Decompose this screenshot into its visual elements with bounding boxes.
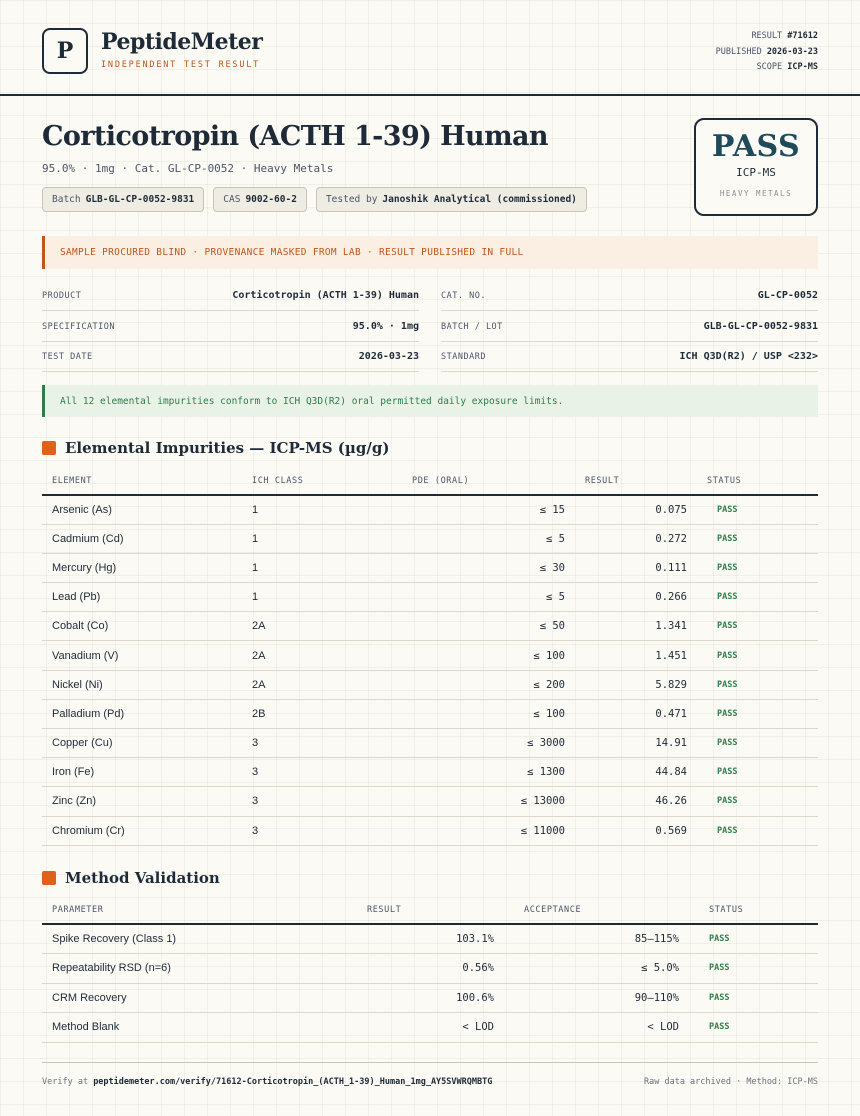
status-badge: PASS (689, 1013, 818, 1043)
element-cell: Vanadium (V) (42, 641, 242, 670)
meta-published (716, 45, 818, 61)
verify-link[interactable]: peptidemeter.com/verify/71612-Corticotropin_(ACTH_1-39)_Human_1mg_AY5SVWRQMBTG (93, 1077, 493, 1087)
result-cell: 1.451 (575, 641, 697, 670)
parameter-cell: Repeatability RSD (n=6) (42, 954, 292, 984)
product-title: Corticotropin (ACTH 1-39) Human (42, 121, 548, 152)
meta-result-value: #71612 (787, 31, 818, 41)
info-value: ICH Q3D(R2) / USP <232> (679, 351, 818, 362)
element-cell: Iron (Fe) (42, 758, 242, 787)
element-cell: Palladium (Pd) (42, 699, 242, 728)
element-cell: Copper (Cu) (42, 729, 242, 758)
footer (42, 1062, 818, 1087)
table-row (42, 641, 818, 670)
status-badge: PASS (697, 699, 818, 728)
status-badge: PASS (697, 758, 818, 787)
col-status: STATUS (697, 467, 818, 495)
element-cell: Chromium (Cr) (42, 816, 242, 845)
info-label: PRODUCT (42, 290, 82, 301)
archive-note: Raw data archived · Method: ICP-MS (644, 1077, 818, 1087)
cas-pill (213, 187, 307, 212)
acceptance-cell: 85–115% (504, 924, 689, 954)
info-value: 95.0% · 1mg (352, 321, 419, 332)
table-row (42, 553, 818, 582)
provenance-notice: SAMPLE PROCURED BLIND · PROVENANCE MASKED FROM LAB · RESULT PUBLISHED IN FULL (42, 236, 818, 269)
logo (42, 28, 88, 74)
pde-cell: ≤ 30 (402, 553, 575, 582)
logo-letter: P (56, 38, 74, 64)
result-cell: 0.56% (292, 954, 504, 984)
impurities-heading (42, 439, 389, 457)
col-element: ELEMENT (42, 467, 242, 495)
meta-published-label: PUBLISHED (715, 46, 762, 57)
class-cell: 3 (242, 816, 402, 845)
info-catno (441, 281, 818, 311)
status-badge: PASS (697, 641, 818, 670)
pde-cell: ≤ 15 (402, 495, 575, 524)
table-row (42, 699, 818, 728)
class-cell: 2A (242, 670, 402, 699)
table-row (42, 583, 818, 612)
col-status: STATUS (689, 896, 818, 924)
table-row (42, 1013, 818, 1043)
status-badge: PASS (689, 924, 818, 954)
pde-cell: ≤ 1300 (402, 758, 575, 787)
result-cell: 103.1% (292, 924, 504, 954)
result-cell: 100.6% (292, 983, 504, 1013)
info-product (42, 281, 419, 311)
class-cell: 3 (242, 729, 402, 758)
element-cell: Cobalt (Co) (42, 612, 242, 641)
batch-pill-value: GLB-GL-CP-0052-9831 (85, 194, 195, 205)
result-cell: 0.266 (575, 583, 697, 612)
brand-tagline: INDEPENDENT TEST RESULT (101, 60, 261, 70)
pde-cell: ≤ 5 (402, 524, 575, 553)
pde-cell: ≤ 100 (402, 641, 575, 670)
status-badge: PASS (689, 954, 818, 984)
class-cell: 1 (242, 583, 402, 612)
info-label: STANDARD (441, 351, 486, 362)
acceptance-cell: ≤ 5.0% (504, 954, 689, 984)
pde-cell: ≤ 11000 (402, 816, 575, 845)
verify-line (42, 1077, 492, 1087)
acceptance-cell: 90–110% (504, 983, 689, 1013)
stamp-scope: HEAVY METALS (719, 189, 793, 198)
pde-cell: ≤ 200 (402, 670, 575, 699)
table-row (42, 495, 818, 524)
brand-name: PeptideMeter (101, 29, 263, 55)
result-cell: 1.341 (575, 612, 697, 641)
info-value: GL-CP-0052 (757, 290, 818, 301)
info-specification (42, 312, 419, 342)
table-row (42, 729, 818, 758)
info-standard (441, 342, 818, 372)
pde-cell: ≤ 50 (402, 612, 575, 641)
element-cell: Cadmium (Cd) (42, 524, 242, 553)
element-cell: Lead (Pb) (42, 583, 242, 612)
result-cell: 0.569 (575, 816, 697, 845)
info-value: 2026-03-23 (358, 351, 419, 362)
col-result: RESULT (292, 896, 504, 924)
info-value: GLB-GL-CP-0052-9831 (703, 321, 818, 332)
result-cell: 46.26 (575, 787, 697, 816)
meta-published-value: 2026-03-23 (766, 46, 818, 57)
result-cell: 0.075 (575, 495, 697, 524)
meta-result-label: RESULT (751, 31, 783, 41)
status-badge: PASS (697, 495, 818, 524)
result-cell: < LOD (292, 1013, 504, 1043)
result-cell: 0.111 (575, 553, 697, 582)
pde-cell: ≤ 13000 (402, 787, 575, 816)
col-acceptance: ACCEPTANCE (504, 896, 689, 924)
result-cell: 44.84 (575, 758, 697, 787)
product-subtitle: 95.0% · 1mg · Cat. GL-CP-0052 · Heavy Metals (42, 162, 334, 175)
tested-by-label: Tested by (325, 194, 378, 205)
info-test-date (42, 342, 419, 372)
meta-scope-value: ICP-MS (787, 62, 818, 72)
table-row (42, 670, 818, 699)
validation-heading (42, 869, 220, 887)
tested-by-pill (316, 187, 587, 212)
class-cell: 1 (242, 495, 402, 524)
section-title: Method Validation (65, 869, 220, 887)
status-badge: PASS (697, 670, 818, 699)
report-header (0, 0, 860, 96)
col-parameter: PARAMETER (42, 896, 292, 924)
result-cell: 14.91 (575, 729, 697, 758)
validation-table (42, 896, 818, 1043)
status-badge: PASS (697, 583, 818, 612)
info-label: CAT. NO. (441, 290, 486, 301)
meta-scope (716, 60, 818, 76)
cas-pill-label: CAS (223, 194, 241, 205)
element-cell: Zinc (Zn) (42, 787, 242, 816)
info-label: TEST DATE (42, 351, 93, 362)
info-label: BATCH / LOT (441, 321, 503, 332)
impurities-body (42, 495, 818, 845)
status-badge: PASS (697, 612, 818, 641)
meta-result (716, 29, 818, 45)
col-result: RESULT (575, 467, 697, 495)
table-header-row (42, 467, 818, 495)
batch-pill-label: Batch (52, 194, 81, 205)
element-cell: Mercury (Hg) (42, 553, 242, 582)
status-badge: PASS (697, 816, 818, 845)
table-row (42, 983, 818, 1013)
pass-stamp (694, 118, 818, 216)
pde-cell: ≤ 5 (402, 583, 575, 612)
info-batch (441, 312, 818, 342)
col-pde: PDE (ORAL) (402, 467, 575, 495)
verify-label: Verify at (42, 1077, 89, 1087)
parameter-cell: Method Blank (42, 1013, 292, 1043)
section-marker-icon (42, 441, 56, 455)
table-row (42, 758, 818, 787)
info-label: SPECIFICATION (42, 321, 116, 332)
status-badge: PASS (689, 983, 818, 1013)
result-cell: 0.272 (575, 524, 697, 553)
pde-cell: ≤ 100 (402, 699, 575, 728)
meta-scope-label: SCOPE (756, 62, 783, 72)
result-meta (716, 29, 818, 76)
class-cell: 1 (242, 524, 402, 553)
validation-body (42, 924, 818, 1042)
pde-cell: ≤ 3000 (402, 729, 575, 758)
stamp-method: ICP-MS (736, 166, 776, 179)
class-cell: 2B (242, 699, 402, 728)
table-row (42, 787, 818, 816)
status-badge: PASS (697, 787, 818, 816)
tested-by-value: Janoshik Analytical (commissioned) (382, 194, 577, 205)
status-badge: PASS (697, 729, 818, 758)
info-value: Corticotropin (ACTH 1-39) Human (232, 290, 419, 301)
status-badge: PASS (697, 524, 818, 553)
acceptance-cell: < LOD (504, 1013, 689, 1043)
batch-pill (42, 187, 204, 212)
element-cell: Arsenic (As) (42, 495, 242, 524)
class-cell: 3 (242, 787, 402, 816)
impurities-table (42, 467, 818, 846)
table-row (42, 524, 818, 553)
class-cell: 2A (242, 612, 402, 641)
table-row (42, 924, 818, 954)
table-header-row (42, 896, 818, 924)
table-row (42, 612, 818, 641)
class-cell: 2A (242, 641, 402, 670)
class-cell: 3 (242, 758, 402, 787)
parameter-cell: CRM Recovery (42, 983, 292, 1013)
section-marker-icon (42, 871, 56, 885)
table-row (42, 954, 818, 984)
cas-pill-value: 9002-60-2 (245, 194, 297, 205)
stamp-verdict: PASS (711, 129, 801, 164)
class-cell: 1 (242, 553, 402, 582)
pill-row (42, 187, 587, 212)
result-cell: 0.471 (575, 699, 697, 728)
parameter-cell: Spike Recovery (Class 1) (42, 924, 292, 954)
status-badge: PASS (697, 553, 818, 582)
section-title: Elemental Impurities — ICP-MS (µg/g) (65, 439, 390, 457)
element-cell: Nickel (Ni) (42, 670, 242, 699)
col-ich-class: ICH CLASS (242, 467, 402, 495)
conformance-banner: All 12 elemental impurities conform to ICH Q3D(R2) oral permitted daily exposure limits. (42, 385, 818, 417)
result-cell: 5.829 (575, 670, 697, 699)
table-row (42, 816, 818, 845)
